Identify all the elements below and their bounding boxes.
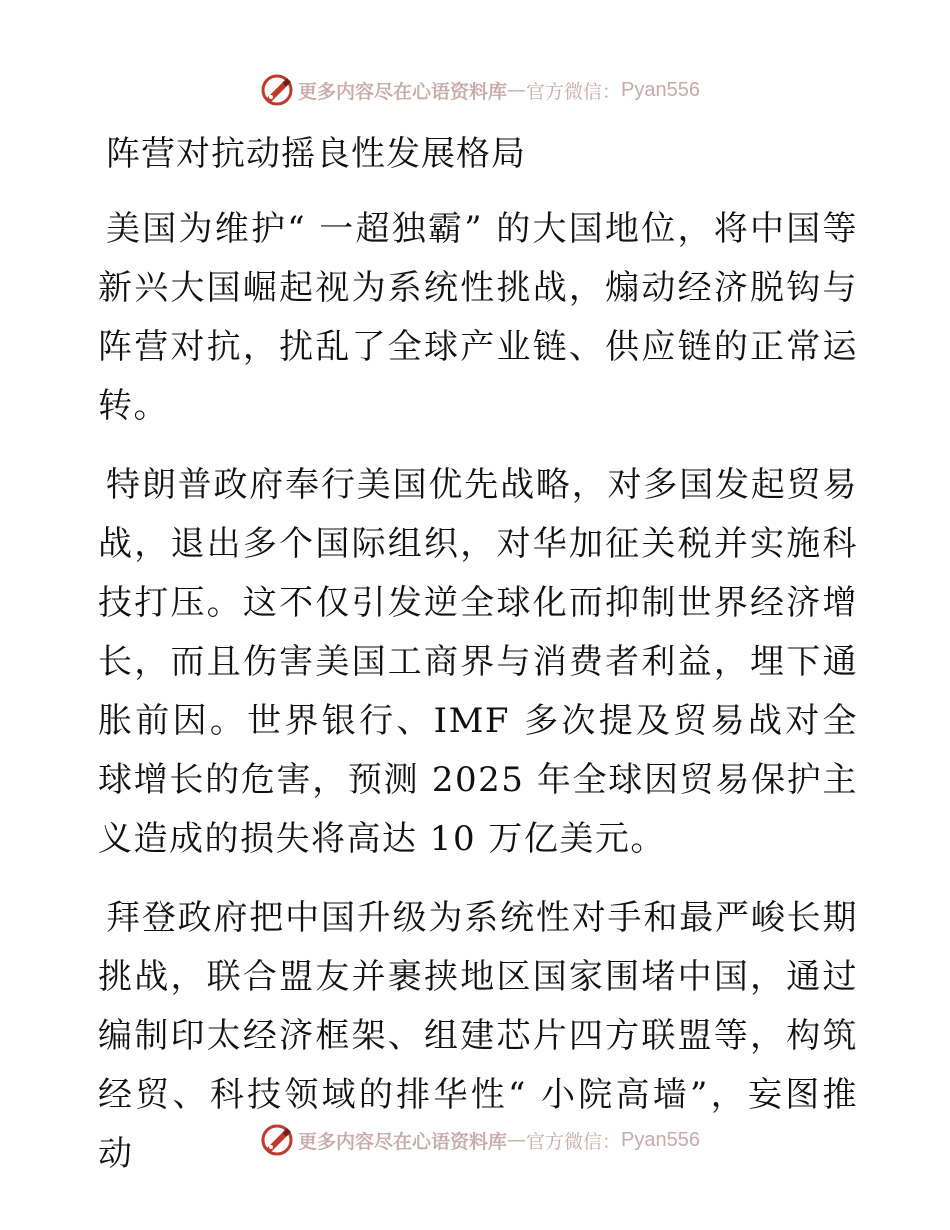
- pen-logo-icon: [260, 73, 294, 107]
- footer-watermark: [0, 1122, 950, 1158]
- watermark-inner: [260, 1123, 700, 1157]
- paragraph-3: 拜登政府把中国升级为系统性对手和最严峻长期挑战，联合盟友并裹挟地区国家围堵中国，通过编制印太经济框架、组建芯片四方联盟等，构筑经贸、科技领域的排华性“ 小院高墙”，妄图推动: [98, 898, 858, 1174]
- watermark-brand-text: 更多内容尽在心语资料库: [298, 80, 508, 103]
- watermark-inner: [260, 73, 700, 107]
- paragraph-2: 特朗普政府奉行美国优先战略，对多国发起贸易战，退出多个国际组织，对华加征关税并实施科技打压。这不仅引发逆全球化而抑制世界经济增长，而且伤害美国工商界与消费者利益，埋下通胀前因。世界银行、IMF 多次提及贸易战对全球增长的危害，预测 2025 年全球因贸易保护主义造成的损失将高达 10 万亿美元。: [98, 465, 858, 859]
- watermark-official-label: 官方微信：: [526, 1130, 622, 1153]
- watermark-brand-text: 更多内容尽在心语资料库: [298, 1130, 508, 1153]
- document-body: [98, 118, 858, 1204]
- header-watermark: [0, 72, 950, 108]
- watermark-official-label: 官方微信：: [526, 80, 622, 103]
- watermark-wechat-id: Pyan556: [621, 78, 700, 101]
- watermark-separator: —: [507, 79, 527, 101]
- watermark-separator: —: [507, 1129, 527, 1151]
- paragraph-1: 美国为维护“ 一超独霸” 的大国地位，将中国等新兴大国崛起视为系统性挑战，煽动经济脱钩与阵营对抗，扰乱了全球产业链、供应链的正常运转。: [98, 209, 858, 426]
- watermark-wechat-id: Pyan556: [621, 1128, 700, 1151]
- section-heading: 阵营对抗动摇良性发展格局: [106, 134, 526, 174]
- pen-logo-icon: [260, 1123, 294, 1157]
